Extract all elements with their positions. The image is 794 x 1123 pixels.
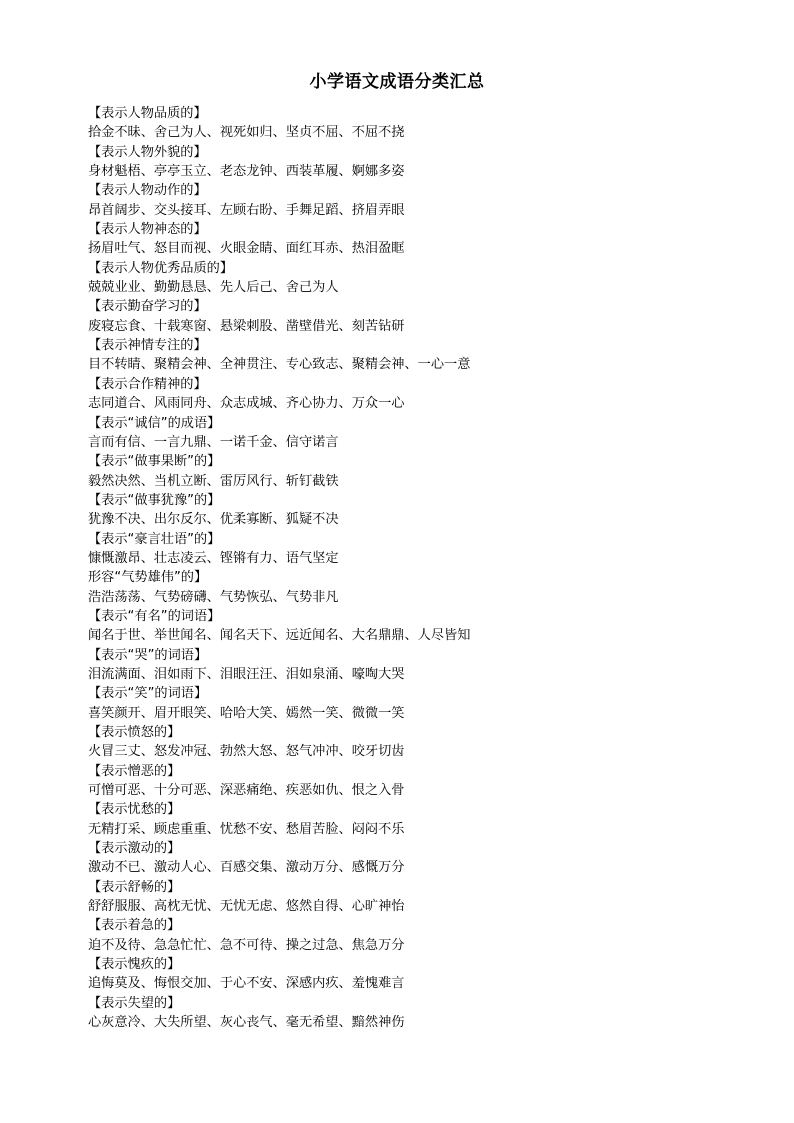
category-heading: 【表示愤怒的】 [88, 725, 181, 740]
idiom-line: 激动不已、激动人心、百感交集、激动万分、感慨万分 [88, 860, 405, 876]
idiom-line: 喜笑颜开、眉开眼笑、哈哈大笑、嫣然一笑、微微一笑 [88, 705, 405, 721]
idiom-line: 志同道合、风雨同舟、众志成城、齐心协力、万众一心 [88, 396, 405, 412]
idiom-line: 言而有信、一言九鼎、一诺千金、信守诺言 [88, 434, 339, 450]
idiom-line: 昂首阔步、交头接耳、左顾右盼、手舞足蹈、挤眉弄眼 [88, 202, 405, 218]
category-heading: 【表示“做事果断”的】 [88, 454, 221, 470]
category-heading: 【表示激动的】 [88, 841, 181, 857]
page-title: 小学语文成语分类汇总 [309, 72, 485, 92]
idiom-line: 泪流满面、泪如雨下、泪眼汪汪、泪如泉涌、嚎啕大哭 [88, 666, 405, 682]
category-heading: 【表示神情专注的】 [88, 338, 207, 354]
idiom-list [88, 104, 728, 1033]
category-heading: 【表示“做事犹豫”的】 [88, 492, 221, 508]
idiom-line: 废寝忘食、十载寒窗、悬梁刺股、凿壁借光、刻苦钻研 [88, 318, 405, 334]
category-heading: 【表示着急的】 [88, 918, 181, 934]
idiom-line: 浩浩荡荡、气势磅礴、气势恢弘、气势非凡 [88, 589, 339, 605]
category-heading: 【表示“有名”的词语】 [88, 608, 221, 624]
idiom-line: 兢兢业业、勤勤恳恳、先人后己、舍己为人 [88, 280, 339, 296]
category-heading: 【表示人物神态的】 [88, 222, 207, 238]
category-heading: 【表示勤奋学习的】 [88, 299, 207, 315]
idiom-line: 拾金不昧、舍己为人、视死如归、坚贞不屈、不屈不挠 [88, 125, 405, 141]
idiom-line: 心灰意冷、大失所望、灰心丧气、毫无希望、黯然神伤 [88, 1015, 405, 1031]
idiom-line: 无精打采、顾虑重重、忧愁不安、愁眉苦脸、闷闷不乐 [88, 821, 405, 837]
idiom-line: 火冒三丈、怒发冲冠、勃然大怒、怒气冲冲、咬牙切齿 [88, 744, 405, 760]
category-heading: 【表示“哭”的词语】 [88, 647, 208, 663]
idiom-line: 慷慨激昂、壮志凌云、铿锵有力、语气坚定 [88, 550, 339, 566]
idiom-line: 迫不及待、急急忙忙、急不可待、操之过急、焦急万分 [88, 937, 405, 953]
idiom-line: 犹豫不决、出尔反尔、优柔寡断、狐疑不决 [88, 512, 339, 528]
idiom-line: 闻名于世、举世闻名、闻名天下、远近闻名、大名鼎鼎、人尽皆知 [88, 628, 471, 644]
category-heading: 【表示“诚信”的成语】 [88, 415, 221, 431]
idiom-line: 追悔莫及、悔恨交加、于心不安、深感内疚、羞愧难言 [88, 976, 405, 992]
category-heading: 【表示合作精神的】 [88, 376, 207, 392]
category-heading: 【表示人物动作的】 [88, 183, 207, 199]
idiom-line: 扬眉吐气、怒目而视、火眼金睛、面红耳赤、热泪盈眶 [88, 241, 405, 257]
category-heading: 【表示人物品质的】 [88, 106, 207, 121]
category-heading: 【表示憎恶的】 [88, 763, 181, 779]
category-heading: 【表示舒畅的】 [88, 879, 181, 895]
idiom-line: 舒舒服服、高枕无忧、无忧无虑、悠然自得、心旷神怡 [88, 899, 405, 915]
category-heading: 【表示人物外貌的】 [88, 144, 207, 160]
category-heading: 【表示“笑”的词语】 [88, 686, 208, 702]
idiom-line: 身材魁梧、亭亭玉立、老态龙钟、西装革履、婀娜多姿 [88, 164, 405, 180]
category-heading: 【表示人物优秀品质的】 [88, 260, 234, 276]
idiom-line: 毅然决然、当机立断、雷厉风行、斩钉截铁 [88, 473, 339, 489]
idiom-line: 目不转睛、聚精会神、全神贯注、专心致志、聚精会神、一心一意 [88, 357, 471, 373]
category-heading: 【表示失望的】 [88, 995, 181, 1011]
category-heading: 【表示愧疚的】 [88, 957, 181, 973]
category-heading: 【表示“豪言壮语”的】 [88, 531, 221, 547]
category-heading: 形容“气势雄伟”的】 [88, 570, 208, 586]
idiom-line: 可憎可恶、十分可恶、深恶痛绝、疾恶如仇、恨之入骨 [88, 783, 405, 799]
category-heading: 【表示忧愁的】 [88, 802, 181, 818]
